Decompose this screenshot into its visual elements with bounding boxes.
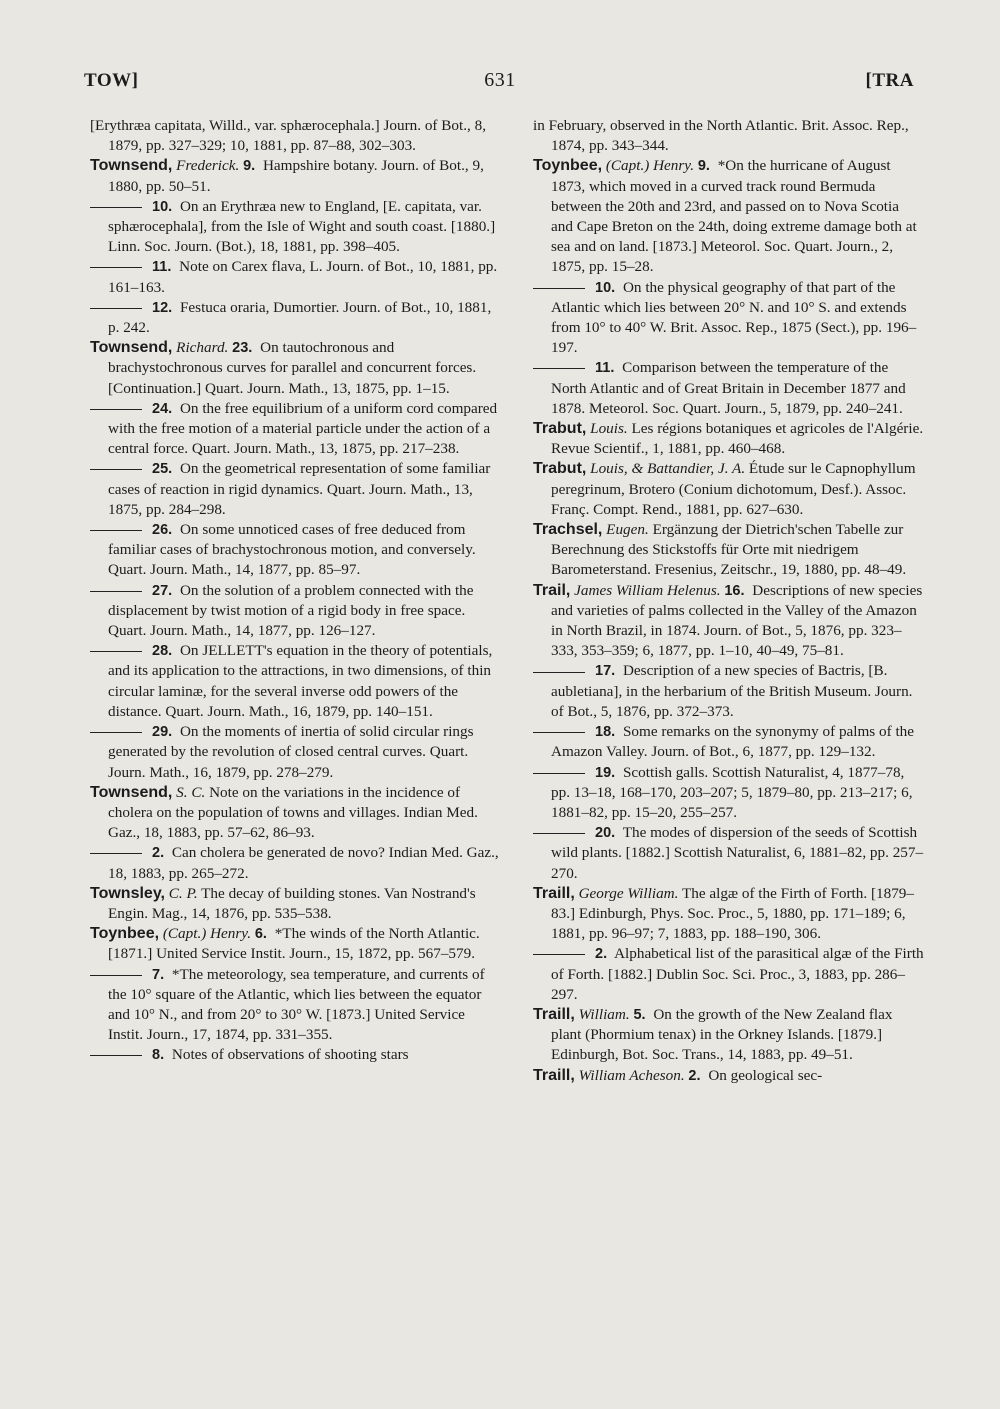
author-name: Toynbee, [533,157,603,175]
entry-text: On the solution of a problem connected with the displacement by twist motion of a rigid body in free space. Quart. Journ. Math., 14, 1877, pp. 126–127. [108,581,474,640]
entry-number: 27. [152,582,173,599]
entry-text: On geological sec- [708,1066,823,1084]
bibliography-entry [533,156,924,277]
bibliography-entry [533,278,924,359]
ditto-dash [90,469,142,470]
entry-number: 2. [152,845,165,862]
entry-number: 20. [595,825,616,842]
entry-text: Les régions botaniques et agricoles de l'Algérie. Revue Scientif., 1, 1881, pp. 460–468. [551,420,924,458]
entry-text: On tautochronous and brachystochronous curves for parallel and concurrent forces. [Continuation.] Quart. Journ. Math., 13, 1875, pp. 1–15. [108,339,477,397]
entry-number: 6. [254,926,267,943]
entry-number: 9. [697,158,710,175]
entry-text: *On the hurricane of August 1873, which moved in a curved track round Bermuda between the 20th and 23rd, and passed on to Nova Scotia and Cape Breton on the 24th, doing extreme damage both at sea and on land. [1873.] Meteorol. Soc. Quart. Journ., 2, 1875, pp. 15–28. [551,157,917,276]
bibliography-entry [90,965,502,1046]
ditto-dash [90,732,142,733]
bibliography-entry [90,459,502,520]
author-given-name: C. P. [168,884,198,902]
running-head-right: [TRA [865,70,914,91]
entry-number: 7. [152,966,165,983]
entry-number: 10. [152,198,173,215]
bibliography-entry [90,156,502,196]
bibliography-entry [90,641,502,722]
author-name: Traill, [533,884,575,902]
entry-text: Description of a new species of Bactris, [B. aubletiana], in the herbarium of the British Museum. Journ. of Bot., 5, 1876, pp. 372–373. [551,662,913,720]
entry-number: 10. [595,279,616,296]
author-given-name: Louis. [590,420,628,438]
ditto-dash [533,833,585,834]
ditto-dash [90,975,142,976]
entry-text: On the free equilibrium of a uniform cord compared with the free motion of a material particle under the action of a central force. Quart. Journ. Math., 13, 1875, pp. 217–238. [108,399,498,458]
entry-text: On the physical geography of that part of the Atlantic which lies between 20° N. and 10° S. and extends from 10° to 40° W. Brit. Assoc. Rep., 1875 (Sect.), pp. 196–197. [551,278,917,357]
entry-number: 16. [724,582,745,599]
entry-text: Comparison between the temperature of the North Atlantic and of Great Britain in December 1877 and 1878. Meteorol. Soc. Quart. Journ., 5, 1879, pp. 240–241. [551,359,906,417]
entry-text: On JELLETT's equation in the theory of potentials, and its application to the attractions, in two dimensions, of thin circular laminæ, for the several inverse odd powers of the distance. Quart. Journ. Math., 16, 1879, pp. 140–151. [108,642,493,720]
bibliography-entry [533,459,924,520]
bibliography-entry [90,1045,502,1065]
ditto-dash [90,530,142,531]
entry-number: 23. [232,340,253,357]
entry-text: Note on Carex flava, L. Journ. of Bot., 10, 1881, pp. 161–163. [108,258,498,296]
bibliography-entry [90,197,502,258]
entry-text: Scottish galls. Scottish Naturalist, 4, 1877–78, pp. 13–18, 168–170, 203–207; 5, 1879–80, pp. 213–217; 6, 1881–82, pp. 15–20, 255–257. [551,763,913,821]
bibliography-entry [90,783,502,844]
entry-number: 17. [595,663,616,680]
bibliography-entry [533,884,924,945]
bibliography-entry [533,823,924,884]
bibliography-entry [533,581,924,662]
entry-number: 5. [633,1006,646,1023]
entry-number: 2. [688,1067,701,1084]
ditto-dash [533,732,585,733]
author-given-name: (Capt.) Henry. [605,157,695,175]
bibliography-entry [90,520,502,581]
bibliography-entry [90,722,502,783]
author-name: Trachsel, [533,521,603,539]
entry-number: 12. [152,299,173,316]
author-name: Toynbee, [90,925,160,943]
left-column [90,116,502,1066]
bibliography-entry [90,298,502,338]
entry-text: Note on the variations in the incidence of cholera on the population of towns and villages. Indian Med. Gaz., 18, 1883, pp. 57–62, 86–93. [108,783,478,842]
bibliography-entry [533,520,924,581]
bibliography-entry [533,1066,924,1086]
author-name: Trabut, [533,460,587,478]
author-given-name: Louis, & Battandier, J. A. [590,460,746,478]
entry-text: Some remarks on the synonymy of palms of the Amazon Valley. Journ. of Bot., 6, 1877, pp. 129–132. [551,723,915,761]
entry-number: 25. [152,461,173,478]
author-name: Townsend, [90,783,173,801]
bibliography-entry [533,722,924,762]
entry-number: 28. [152,643,173,660]
entry-text: *The winds of the North Atlantic. [1871.] United Service Instit. Journ., 15, 1872, pp. 567–579. [108,925,480,963]
entry-text: *The meteorology, sea temperature, and currents of the 10° square of the Atlantic, which lies between the equator and 10° N., and from 20° to 30° W. [1873.] United Service Instit. Journ., 17, 1874, pp. 331–355. [108,965,485,1044]
running-head-left: TOW] [84,70,139,91]
entry-text: On the growth of the New Zealand flax plant (Phormium tenax) in the Orkney Islands. [1879.] Edinburgh, Bot. Soc. Trans., 14, 1883, pp. 49–51. [551,1005,893,1064]
entry-number: 9. [243,158,256,175]
entry-number: 19. [595,764,616,781]
author-name: Traill, [533,1005,575,1023]
author-given-name: S. C. [176,783,206,801]
entry-number: 26. [152,522,173,539]
ditto-dash [90,207,142,208]
author-name: Townsend, [90,339,173,357]
ditto-dash [533,672,585,673]
entry-text: Ergänzung der Dietrich'schen Tabelle zur Berechnung des Stickstoffs für Orte mit niedrigem Barometerstand. Fresenius, Zeitschr., 19, 1880, pp. 48–49. [551,521,907,579]
ditto-dash [90,853,142,854]
entry-number: 29. [152,724,173,741]
entry-text: [Erythræa capitata, Willd., var. sphærocephala.] Journ. of Bot., 8, 1879, pp. 327–329; 10, 1881, pp. 87–88, 302–303. [90,117,486,155]
entry-text: The decay of building stones. Van Nostrand's Engin. Mag., 14, 1876, pp. 535–538. [108,884,476,922]
entry-number: 8. [152,1047,165,1064]
bibliography-entry [90,924,502,964]
author-name: Townsend, [90,157,173,175]
bibliography-entry [533,116,924,156]
entry-text: Alphabetical list of the parasitical algæ of the Firth of Forth. [1882.] Dublin Soc. Sci. Proc., 3, 1883, pp. 286–297. [551,945,924,1003]
ditto-dash [90,409,142,410]
bibliography-entry [533,358,924,419]
author-name: Trail, [533,581,571,599]
bibliography-entry [533,944,924,1005]
entry-text: On the geometrical representation of some familiar cases of reaction in rigid dynamics. Quart. Journ. Math., 13, 1875, pp. 284–298. [108,460,491,518]
right-column [533,116,924,1086]
entry-number: 2. [595,946,608,963]
entry-number: 24. [152,400,173,417]
entry-text: On the moments of inertia of solid circular rings generated by the revolution of closed central curves. Quart. Journ. Math., 16, 1879, pp. 278–279. [108,723,474,781]
bibliography-entry [533,763,924,824]
ditto-dash [533,954,585,955]
page-number: 631 [484,69,516,91]
ditto-dash [90,591,142,592]
ditto-dash [90,1055,142,1056]
bibliography-entry [90,843,502,883]
entry-text: Étude sur le Capnophyllum peregrinum, Brotero (Conium dichotomum, Desf.). Assoc. Franç. Compt. Rend., 1881, pp. 627–630. [551,460,916,518]
author-given-name: Frederick. [176,157,240,175]
ditto-dash [533,368,585,369]
entry-text: Hampshire botany. Journ. of Bot., 9, 1880, pp. 50–51. [108,157,484,195]
entry-text: Descriptions of new species and varieties of palms collected in the Valley of the Amazon in North Brazil, in 1874. Journ. of Bot., 5, 1876, pp. 323–333, 353–359; 6, 1877, pp. 1–10, 40–49, 75–81. [551,581,923,660]
ditto-dash [90,267,142,268]
bibliography-entry [533,419,924,459]
entry-text: in February, observed in the North Atlantic. Brit. Assoc. Rep., 1874, pp. 343–344. [533,117,909,155]
bibliography-entry [533,661,924,722]
bibliography-entry [90,581,502,642]
entry-number: 18. [595,724,616,741]
ditto-dash [90,651,142,652]
bibliography-entry [90,399,502,460]
author-given-name: William. [578,1005,630,1023]
author-given-name: Eugen. [606,521,649,539]
author-name: Trabut, [533,420,587,438]
ditto-dash [533,773,585,774]
entry-text: The algæ of the Firth of Forth. [1879–83.] Edinburgh, Phys. Soc. Proc., 5, 1880, pp. 171–189; 6, 1881, pp. 96–97; 7, 1883, pp. 188–190, 306. [551,884,914,943]
ditto-dash [90,308,142,309]
author-given-name: William Acheson. [578,1066,685,1084]
author-given-name: (Capt.) Henry. [162,925,252,943]
bibliography-entry [90,884,502,924]
entry-text: Festuca oraria, Dumortier. Journ. of Bot., 10, 1881, p. 242. [108,298,492,337]
ditto-dash [533,288,585,289]
author-given-name: James William Helenus. [574,581,721,599]
entry-text: On an Erythræa new to England, [E. capitata, var. sphærocephala], from the Isle of Wight and south coast. [1880.] Linn. Soc. Journ. (Bot.), 18, 1881, pp. 398–405. [108,197,496,256]
entry-number: 11. [595,360,615,377]
bibliography-entry [90,257,502,297]
author-given-name: George William. [578,884,679,902]
bibliography-entry [533,1005,924,1066]
entry-text: On some unnoticed cases of free deduced from familiar cases of brachystochronous motion, and conversely. Quart. Journ. Math., 14, 1877, pp. 85–97. [108,521,476,579]
entry-text: Notes of observations of shooting stars [171,1046,409,1064]
bibliography-entry [90,116,502,156]
bibliography-entry [90,338,502,399]
entry-text: The modes of dispersion of the seeds of Scottish wild plants. [1882.] Scottish Naturalist, 6, 1881–82, pp. 257–270. [551,824,924,882]
author-given-name: Richard. [176,339,229,357]
entry-number: 11. [152,259,172,276]
author-name: Traill, [533,1066,575,1084]
author-name: Townsley, [90,884,165,902]
entry-text: Can cholera be generated de novo? Indian Med. Gaz., 18, 1883, pp. 265–272. [108,844,499,882]
